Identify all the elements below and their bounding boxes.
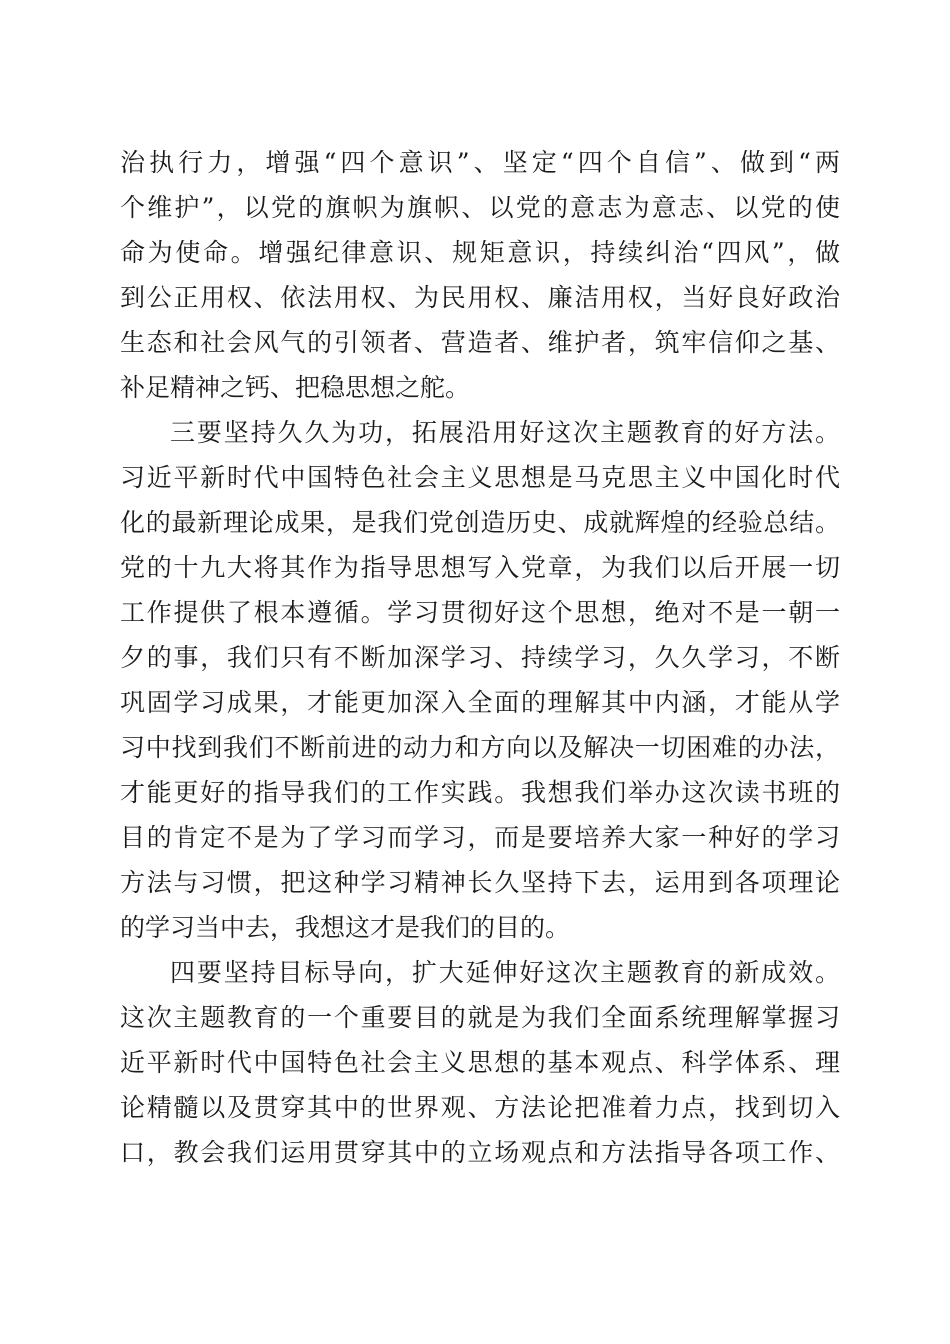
text-line: 个维护”，以党的旗帜为旗帜、以党的意志为意志、以党的使: [120, 193, 840, 222]
text-line: 四要坚持目标导向，扩大延伸好这次主题教育的新成效。: [170, 958, 840, 987]
paragraph-3: [120, 950, 840, 1175]
text-line: 习中找到我们不断前进的动力和方向以及解决一切困难的办法，: [120, 733, 840, 762]
text-line: 习近平新时代中国特色社会主义思想是马克思主义中国化时代: [120, 463, 840, 492]
text-line: 这次主题教育的一个重要目的就是为我们全面系统理解掌握习: [120, 1003, 840, 1032]
text-line: 工作提供了根本遵循。学习贯彻好这个思想，绝对不是一朝一: [120, 598, 840, 627]
text-line: 三要坚持久久为功，拓展沿用好这次主题教育的好方法。: [170, 418, 840, 447]
text-line: 生态和社会风气的引领者、营造者、维护者，筑牢信仰之基、: [120, 328, 840, 357]
text-line: 党的十九大将其作为指导思想写入党章，为我们以后开展一切: [120, 553, 840, 582]
text-line: 口，教会我们运用贯穿其中的立场观点和方法指导各项工作、: [120, 1138, 840, 1167]
text-line: 目的肯定不是为了学习而学习，而是要培养大家一种好的学习: [120, 823, 840, 852]
paragraph-1: [120, 140, 840, 410]
text-line: 巩固学习成果，才能更加深入全面的理解其中内涵，才能从学: [120, 688, 840, 717]
paragraph-2: [120, 410, 840, 950]
text-line: 治执行力，增强“四个意识”、坚定“四个自信”、做到“两: [120, 148, 840, 177]
text-line: 方法与习惯，把这种学习精神长久坚持下去，运用到各项理论: [120, 868, 840, 897]
text-line: 的学习当中去，我想这才是我们的目的。: [120, 913, 571, 942]
text-line: 到公正用权、依法用权、为民用权、廉洁用权，当好良好政治: [120, 283, 840, 312]
text-line: 化的最新理论成果，是我们党创造历史、成就辉煌的经验总结。: [120, 508, 840, 537]
text-line: 补足精神之钙、把稳思想之舵。: [120, 373, 471, 402]
text-line: 夕的事，我们只有不断加深学习、持续学习，久久学习，不断: [120, 643, 840, 672]
text-line: 论精髓以及贯穿其中的世界观、方法论把准着力点，找到切入: [120, 1093, 840, 1122]
text-line: 命为使命。增强纪律意识、规矩意识，持续纠治“四风”，做: [120, 238, 840, 267]
text-line: 近平新时代中国特色社会主义思想的基本观点、科学体系、理: [120, 1048, 840, 1077]
document-body: [120, 140, 840, 1175]
text-line: 才能更好的指导我们的工作实践。我想我们举办这次读书班的: [120, 778, 840, 807]
